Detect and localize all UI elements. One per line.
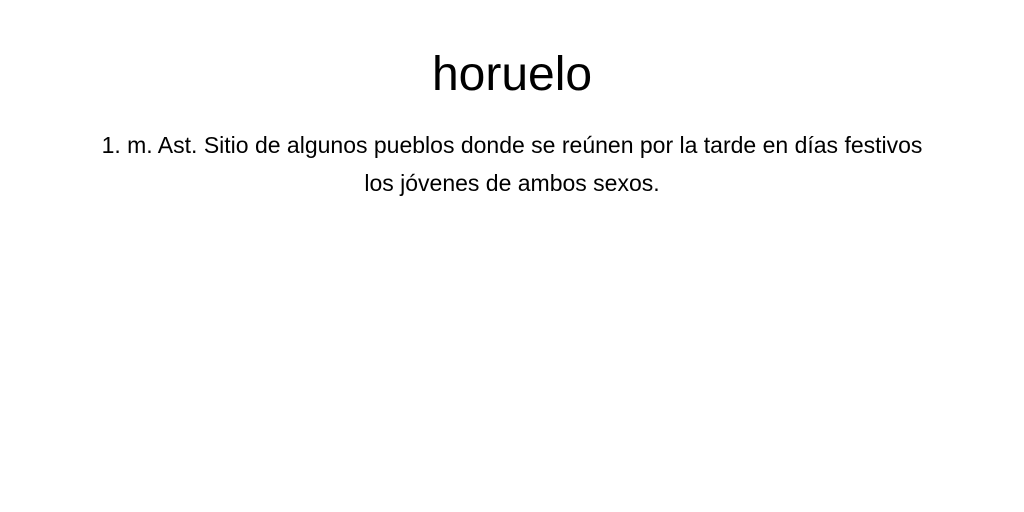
entry-definition: 1. m. Ast. Sitio de algunos pueblos donde se reúnen por la tarde en días festivos los jóvenes de ambos sexos. [101, 132, 923, 196]
entry-term: horuelo [431, 48, 593, 101]
